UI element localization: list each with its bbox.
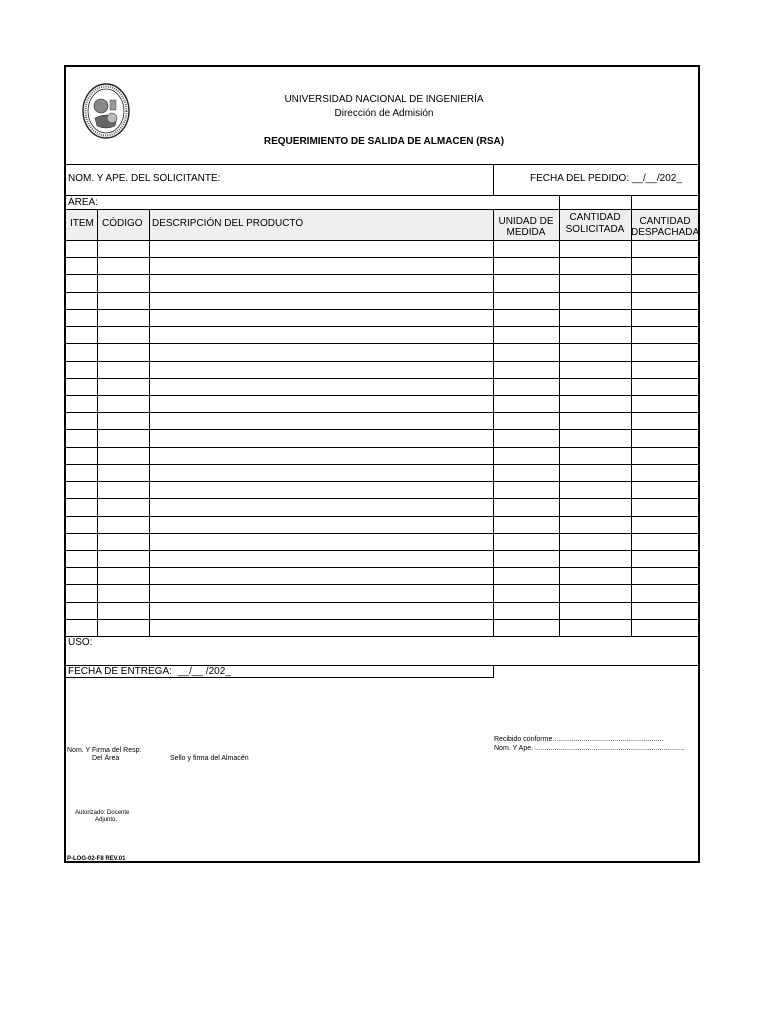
firma-responsable: Nom. Y Firma del Resp. (67, 747, 142, 754)
table-row (66, 412, 698, 413)
fecha-entrega-label: FECHA DE ENTREGA: (68, 666, 172, 677)
table-row (66, 619, 698, 620)
uso-label: USO: (68, 637, 93, 648)
autorizado-docente: Autorizado: Docente (75, 810, 130, 816)
table-row (66, 309, 698, 310)
column-header-unidad: UNIDAD DE (498, 216, 554, 227)
firma-responsable-area: Del Área (92, 755, 120, 762)
form-code: P-LOG-02-F8 REV.01 (67, 856, 126, 862)
fecha-entrega-value[interactable]: __/__ /202_ (178, 666, 231, 677)
table-row (66, 447, 698, 448)
university-name: UNIVERSIDAD NACIONAL DE INGENIERÍA (284, 94, 484, 105)
column-header-despachada-2: DESPACHADA (631, 227, 700, 238)
table-row (66, 361, 698, 362)
table-row (66, 326, 698, 327)
table-row (66, 550, 698, 551)
fecha-pedido-field[interactable]: FECHA DEL PEDIDO: __/__/202_ (530, 173, 682, 184)
table-row (66, 292, 698, 293)
solicitante-label: NOM. Y APE. DEL SOLICITANTE: (68, 173, 221, 184)
table-row (66, 464, 698, 465)
table-row (66, 567, 698, 568)
recibido-conforme: Recibido conforme......................................................... (494, 736, 664, 743)
column-header-codigo: CÓDIGO (102, 218, 143, 229)
table-row (66, 274, 698, 275)
table-row (66, 378, 698, 379)
sello-almacen: Sello y firma del Almacén (170, 755, 249, 762)
column-header-solicitada: CANTIDAD (569, 212, 621, 223)
column-header-solicitada-2: SOLICITADA (565, 224, 625, 235)
table-row (66, 429, 698, 430)
table-row (66, 395, 698, 396)
table-row (66, 343, 698, 344)
table-row (66, 602, 698, 603)
table-row (66, 516, 698, 517)
area-label: ÁREA: (68, 197, 99, 208)
column-header-unidad-2: MEDIDA (506, 227, 546, 238)
table-row (66, 533, 698, 534)
table-row (66, 584, 698, 585)
direction-name: Dirección de Admisión (334, 108, 434, 119)
table-row (66, 498, 698, 499)
table-row (66, 481, 698, 482)
table-row (66, 257, 698, 258)
column-header-descripcion: DESCRIPCIÓN DEL PRODUCTO (152, 218, 304, 229)
column-header-item: ITEM (70, 218, 94, 229)
autorizado-adjunto: Adjunto. (95, 817, 118, 823)
form-sheet (64, 65, 700, 863)
nom-ape-line: Nom. Y Ape. ............................................................................. (494, 745, 685, 752)
form-title: REQUERIMIENTO DE SALIDA DE ALMACEN (RSA) (263, 136, 505, 147)
column-header-despachada: CANTIDAD (639, 216, 691, 227)
